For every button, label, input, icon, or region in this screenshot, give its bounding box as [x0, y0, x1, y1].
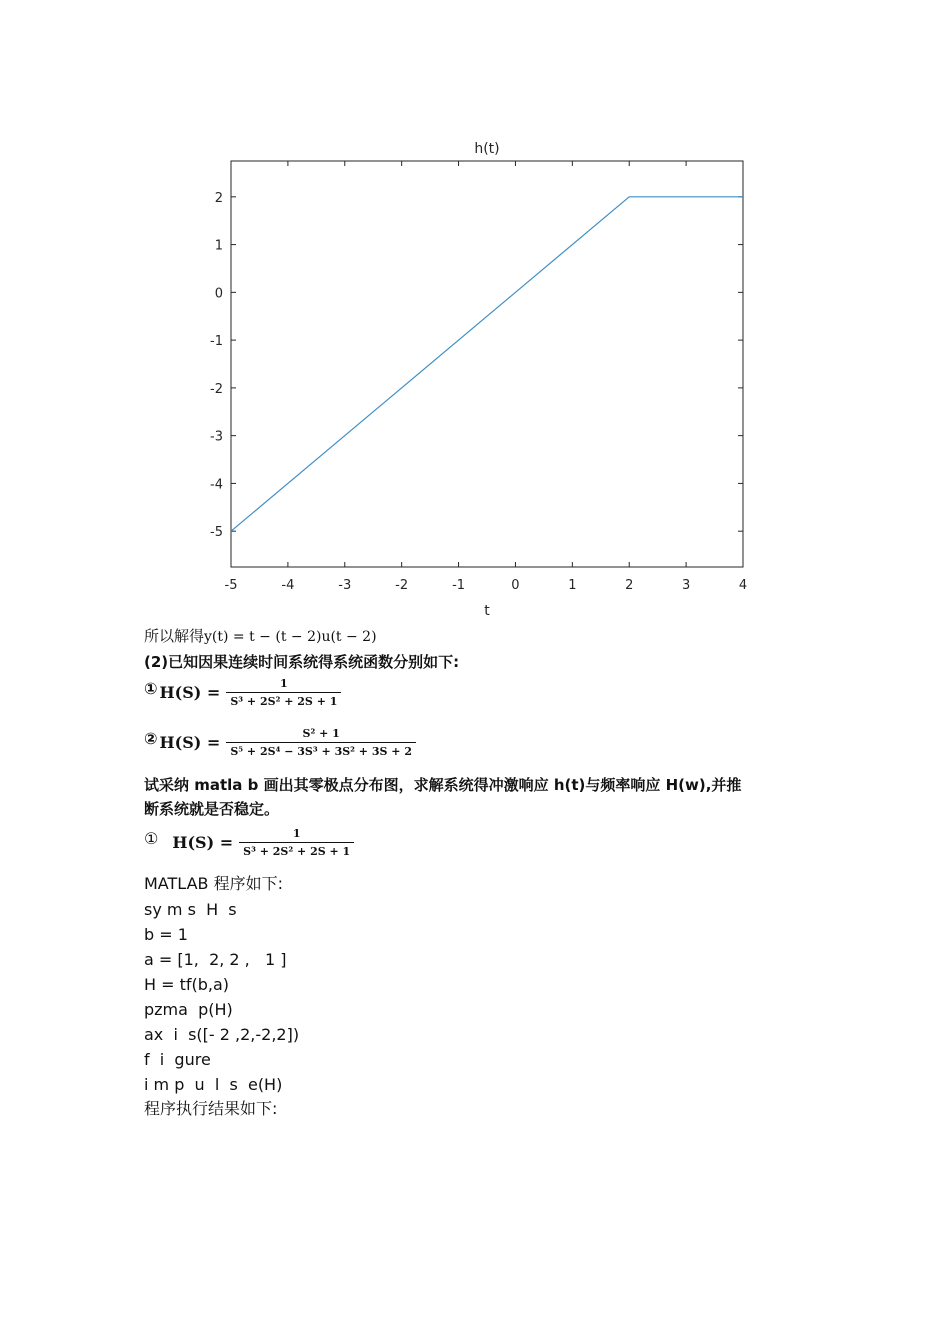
x-tick-label: 2	[625, 578, 634, 593]
impulse-response-figure	[170, 130, 770, 620]
plot-area-box	[231, 161, 743, 567]
code-line: sy m s H s	[144, 900, 237, 919]
solution-formula: y(t) = t − (t − 2)u(t − 2)	[204, 629, 377, 645]
equation-1-numerator: 1	[280, 677, 288, 690]
code-line: a = [1, 2, 2 , 1 ]	[144, 950, 287, 969]
matlab-code-block	[144, 897, 299, 1097]
equation-2-numerator: S² + 1	[302, 727, 340, 740]
equation-1-lhs: H(S) =	[159, 683, 221, 702]
x-axis-label: t	[484, 603, 490, 619]
equation-3-fraction	[239, 827, 354, 858]
code-line: b = 1	[144, 925, 188, 944]
equation-2-marker: ②	[144, 729, 158, 748]
x-tick-label: -2	[395, 578, 409, 593]
equation-1-fraction	[226, 677, 341, 708]
result-line: 程序执行结果如下:	[144, 1099, 278, 1118]
equation-1	[144, 677, 341, 708]
task-line-1: 试采纳 matla b 画出其零极点分布图，求解系统得冲激响应 h(t)与频率响应 H(w),并推	[144, 776, 742, 794]
equation-1-denominator: S³ + 2S² + 2S + 1	[226, 692, 341, 708]
x-tick-label: -1	[452, 578, 466, 593]
y-tick-label: -1	[210, 334, 223, 350]
equation-3-lhs: H(S) =	[172, 833, 234, 852]
equation-3-numerator: 1	[292, 827, 301, 840]
chart-svg	[170, 130, 770, 620]
y-tick-label: 1	[214, 238, 223, 254]
code-line: i m p u l s e(H)	[144, 1075, 283, 1094]
y-tick-label: -4	[210, 477, 223, 493]
x-tick-label: 4	[738, 578, 748, 593]
matlab-intro: MATLAB 程序如下:	[144, 874, 283, 893]
x-tick-label: -4	[281, 578, 295, 593]
problem2-heading: (2)已知因果连续时间系统得系统函数分别如下:	[144, 653, 460, 671]
y-tick-label: -5	[210, 525, 223, 541]
code-line: pzma p(H)	[144, 1000, 233, 1019]
equation-2-denominator: S⁵ + 2S⁴ − 3S³ + 3S² + 3S + 2	[226, 742, 416, 758]
x-tick-label: 0	[511, 578, 520, 593]
code-line: H = tf(b,a)	[144, 975, 230, 994]
chart-title: h(t)	[474, 141, 500, 157]
code-line: ax i s([- 2 ,2,-2,2])	[144, 1025, 300, 1044]
x-tick-label: 1	[568, 578, 577, 593]
code-line: f i gure	[144, 1050, 211, 1069]
x-tick-label: -3	[338, 578, 352, 593]
equation-3-marker: ①	[144, 829, 159, 848]
y-tick-label: -2	[210, 381, 223, 397]
equation-2	[144, 727, 416, 758]
y-tick-label: 2	[214, 190, 223, 206]
equation-3	[144, 827, 354, 858]
task-line-2: 断系统就是否稳定。	[144, 800, 280, 818]
solution-prefix: 所以解得	[144, 627, 205, 645]
y-tick-label: -3	[210, 429, 223, 445]
equation-2-fraction	[226, 727, 416, 758]
y-tick-label: 0	[214, 286, 223, 302]
equation-1-marker: ①	[144, 679, 158, 698]
x-tick-label: 3	[681, 578, 691, 593]
x-tick-label: -5	[224, 578, 238, 593]
equation-2-lhs: H(S) =	[159, 733, 221, 752]
equation-3-denominator: S³ + 2S² + 2S + 1	[239, 842, 354, 858]
solution-line	[144, 626, 377, 647]
